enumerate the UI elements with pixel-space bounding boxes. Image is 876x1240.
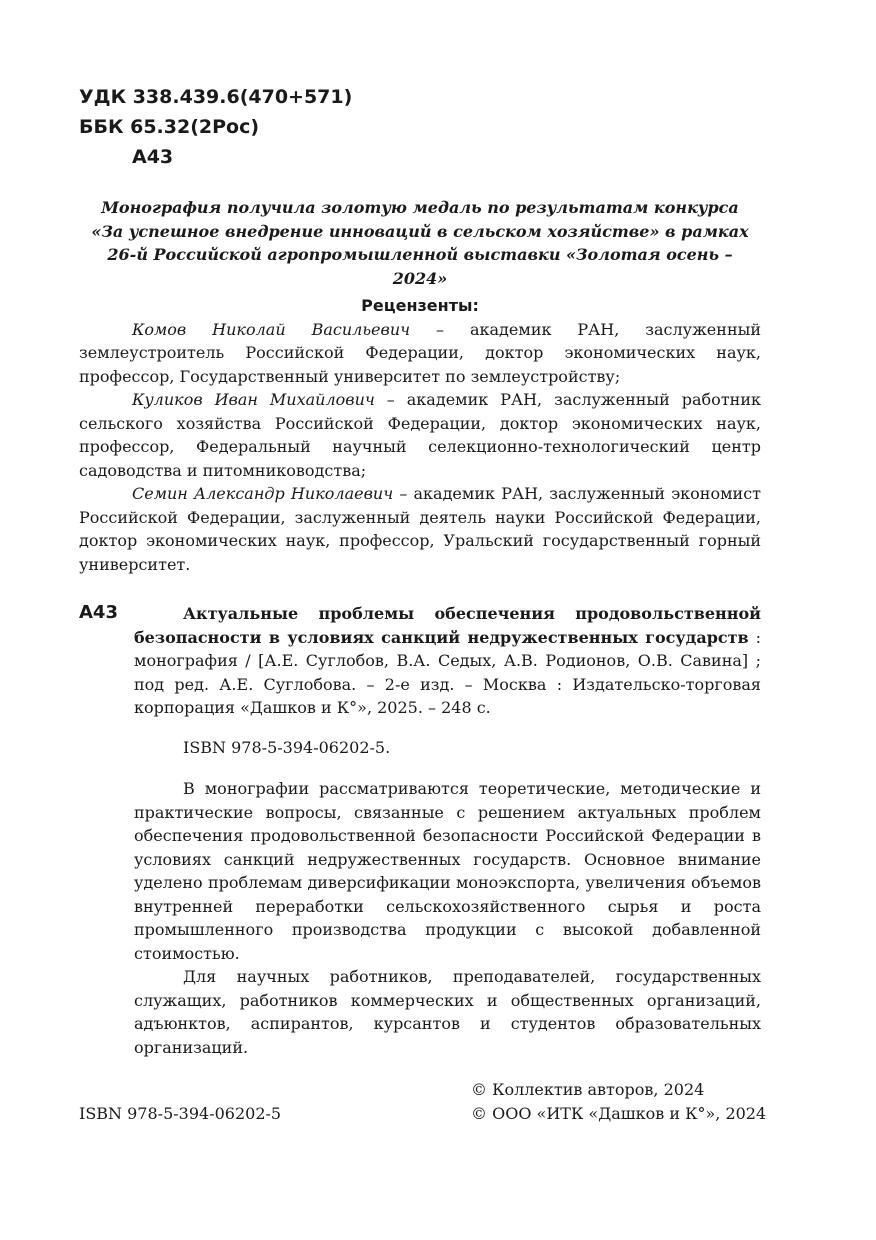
- catalog-record: [134, 602, 761, 1059]
- reviewer-description: – академик РАН, заслуженный экономист Российской Федерации, заслуженный деятель науки Российской Федерации, доктор экономических наук, профессор, Уральский государственный горный университет.: [79, 484, 761, 574]
- award-line-3: 26-й Российской агропромышленной выставки «Золотая осень – 2024»: [107, 245, 733, 288]
- reviewer-description: – академик РАН, заслуженный землеустроитель Российской Федерации, доктор экономических наук, профессор, Государственный университет по землеустройству;: [79, 319, 762, 386]
- catalog-author-sign: А43: [79, 602, 118, 623]
- reviewer-name: Семин Александр Николаевич: [132, 484, 394, 503]
- catalog-isbn: ISBN 978-5-394-06202-5.: [183, 737, 391, 757]
- abstract-paragraph-1: В монографии рассматриваются теоретические, методические и практические вопросы, связанные с решением актуальных проблем обеспечения продовольственной безопасности Российской Федерации в условиях санкций недружественных государств. Основное внимание уделено проблемам диверсификации моноэкспорта, увеличения объемов внутренней переработки сельскохозяйственного сырья и роста промышленного производства продукции с высокой добавленной стоимостью.: [134, 779, 761, 963]
- reviewer-description: – академик РАН, заслуженный работник сельского хозяйства Российской Федерации, доктор экономических наук, профессор, Федеральный научный селекционно-технологический центр садоводства и питомниководства;: [79, 390, 761, 480]
- copyright-block: [471, 1078, 766, 1126]
- abstract-paragraph-2: Для научных работников, преподавателей, государственных служащих, работников коммерческих и общественных организаций, адъюнктов, аспирантов, курсантов и студентов образовательных организаций.: [134, 967, 761, 1057]
- award-note: [79, 196, 761, 290]
- reviewer-entry: [79, 318, 761, 389]
- reviewer-entry: [79, 482, 761, 576]
- udk-code: УДК 338.439.6(470+571): [79, 86, 353, 108]
- award-line-1: Монография получила золотую медаль по результатам конкурса: [101, 198, 739, 217]
- bbk-code: ББК 65.32(2Рос): [79, 116, 260, 138]
- copyright-authors: © Коллектив авторов, 2024: [471, 1080, 705, 1099]
- author-sign: А43: [132, 146, 174, 168]
- award-line-2: «За успешное внедрение инноваций в сельском хозяйстве» в рамках: [91, 221, 749, 241]
- reviewer-name: Куликов Иван Михайлович: [132, 390, 375, 409]
- bibliographic-description: [134, 602, 761, 720]
- reviewer-entry: [79, 388, 761, 482]
- copyright-publisher: © ООО «ИТК «Дашков и К°», 2024: [471, 1104, 767, 1123]
- publication-details: : монография / [А.Е. Суглобов, В.А. Седых, А.В. Родионов, О.В. Савина] ; под ред. А.Е. Суглобова. – 2-е изд. – Москва : Издательско-торговая корпорация «Дашков и К°», 2025. – 248 с.: [134, 627, 761, 717]
- classification-codes: [79, 82, 352, 172]
- reviewer-name: Комов Николай Васильевич: [132, 319, 411, 339]
- reviewers-section: [79, 294, 761, 576]
- reviewers-title: Рецензенты:: [361, 296, 479, 315]
- book-title: Актуальные проблемы обеспечения продовольственной безопасности в условиях санкций недружественных государств: [134, 604, 761, 647]
- isbn-footer: ISBN 978-5-394-06202-5: [79, 1104, 282, 1123]
